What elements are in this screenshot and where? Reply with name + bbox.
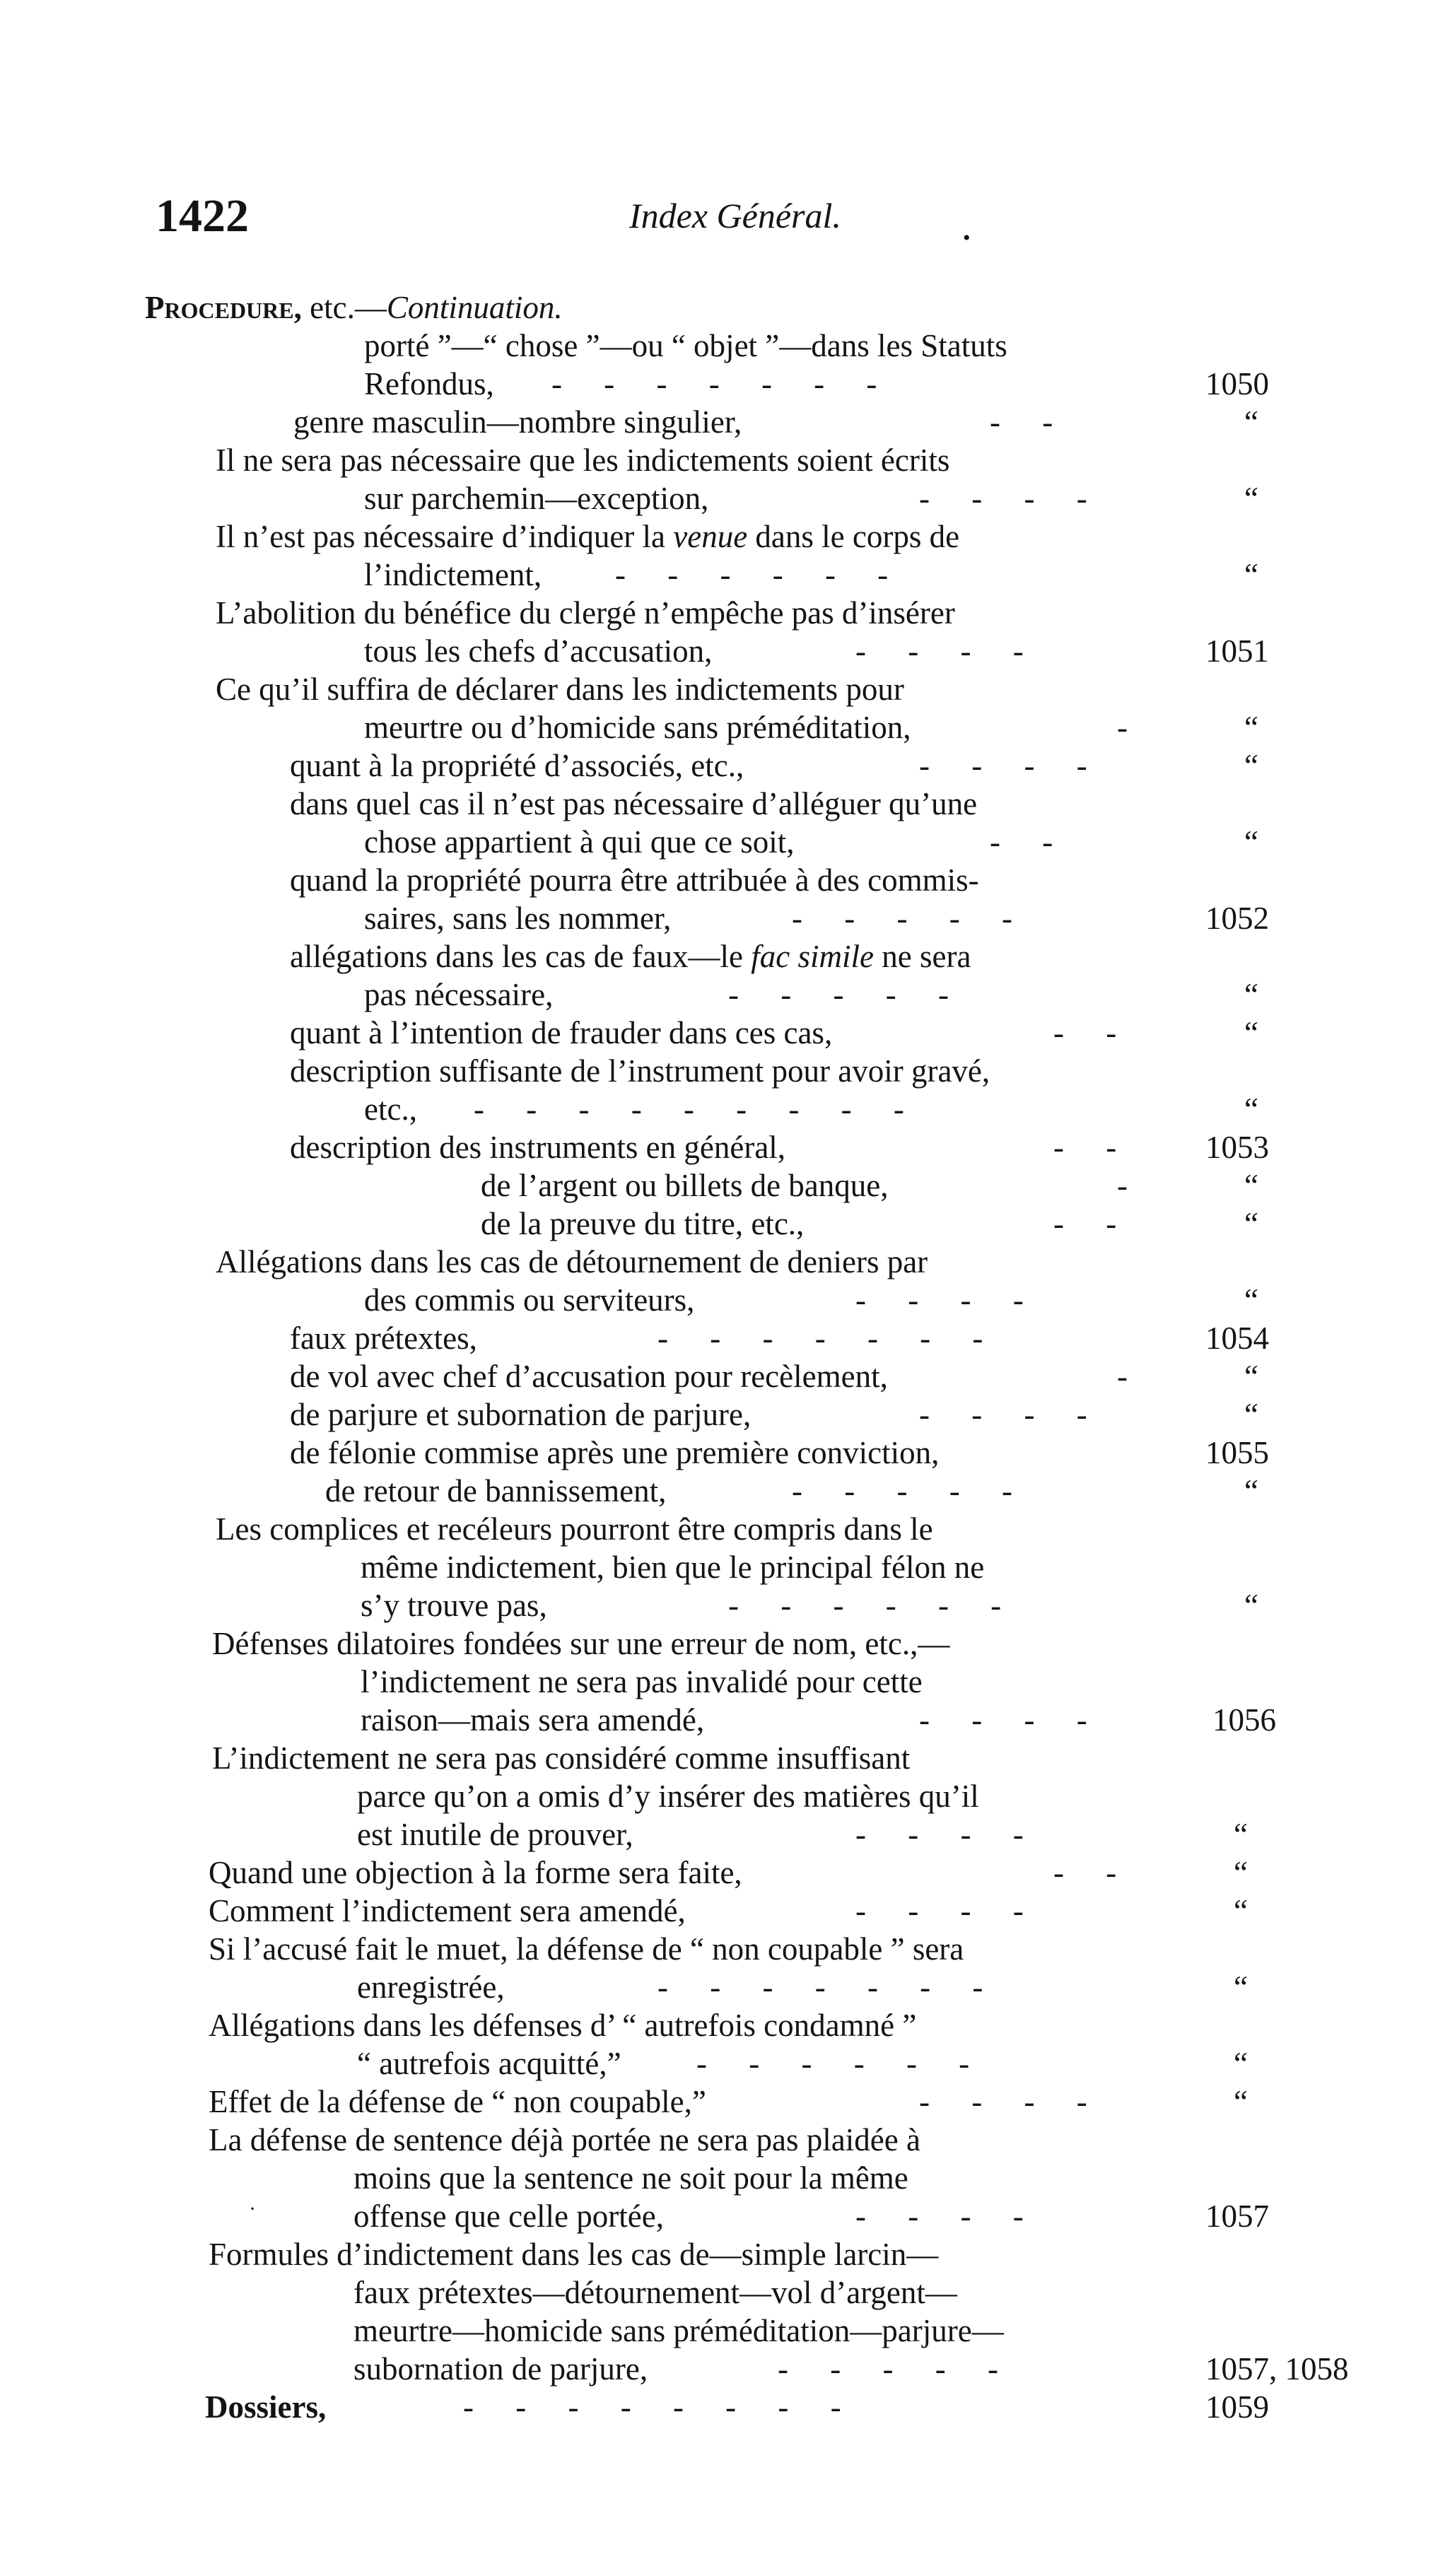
entry-text: parce qu’on a omis d’y insérer des matières qu’il xyxy=(357,1779,979,1814)
entry-text: description des instruments en général, xyxy=(290,1130,786,1165)
index-line xyxy=(0,556,1450,594)
index-line xyxy=(0,1510,1450,1548)
leader-dots: - - - - - - xyxy=(696,2046,970,2081)
print-mark-icon: • xyxy=(963,226,971,250)
entry-text: même indictement, bien que le principal félon ne xyxy=(361,1550,985,1585)
index-line xyxy=(0,823,1450,861)
index-line xyxy=(0,1624,1450,1663)
index-line xyxy=(0,785,1450,823)
page-ref: “ xyxy=(1244,1015,1258,1050)
page-ref: “ xyxy=(1244,1397,1258,1432)
entry-text: Ce qu’il suffira de déclarer dans les indictements pour xyxy=(216,672,904,707)
entry-text: offense que celle portée, xyxy=(353,2199,664,2234)
stray-mark-icon: · xyxy=(249,2197,256,2220)
entry-text: description suffisante de l’instrument pour avoir gravé, xyxy=(290,1053,990,1089)
leader-dots: - - - - xyxy=(855,1893,1024,1928)
entry-text: moins que la sentence ne soit pour la même xyxy=(353,2160,908,2196)
entry-text: genre masculin—nombre singulier, xyxy=(293,404,742,440)
entry-text: Dossiers, xyxy=(205,2389,327,2425)
running-title: Index Général. xyxy=(629,196,841,235)
page-ref: “ xyxy=(1244,977,1258,1012)
index-line xyxy=(0,1205,1450,1243)
index-line xyxy=(0,861,1450,899)
page-header xyxy=(0,189,1450,260)
leader-dots: - - xyxy=(1053,1015,1117,1050)
index-line xyxy=(0,365,1450,403)
page-ref: “ xyxy=(1234,1893,1248,1928)
entry-text: Les complices et recéleurs pourront être compris dans le xyxy=(216,1511,933,1547)
index-line xyxy=(0,594,1450,632)
leader-dots: - - - - xyxy=(919,1397,1087,1432)
leader-dots: - - - - - - xyxy=(615,557,889,592)
leader-dots: - - - - - - - xyxy=(657,1969,983,2005)
page-ref: 1054 xyxy=(1205,1321,1269,1356)
entry-text: raison—mais sera amendé, xyxy=(361,1702,705,1738)
leader-dots: - - - - - xyxy=(728,977,949,1012)
leader-dots: - - xyxy=(1053,1130,1117,1165)
index-line xyxy=(0,2159,1450,2197)
index-line xyxy=(0,1090,1450,1128)
index-line xyxy=(0,1701,1450,1739)
index-line xyxy=(0,632,1450,670)
entry-text: L’indictement ne sera pas considéré comme insuffisant xyxy=(212,1740,911,1776)
entry-text: meurtre—homicide sans préméditation—parjure— xyxy=(353,2313,1004,2348)
leader-dots: - - xyxy=(990,404,1053,440)
index-line xyxy=(0,1968,1450,2006)
entry-text: enregistrée, xyxy=(357,1969,505,2005)
index-line xyxy=(0,1434,1450,1472)
index-line xyxy=(0,976,1450,1014)
entry-text: Si l’accusé fait le muet, la défense de “ non coupable ” sera xyxy=(209,1931,964,1967)
leader-dots: - - - - xyxy=(855,2199,1024,2234)
leader-dots: - xyxy=(1117,1168,1128,1203)
entry-text: etc., xyxy=(364,1091,417,1127)
entry-text: tous les chefs d’accusation, xyxy=(364,633,713,669)
index-line xyxy=(0,1663,1450,1701)
page-ref: 1052 xyxy=(1205,901,1269,936)
page-ref: “ xyxy=(1244,824,1258,860)
entry-text: porté ”—“ chose ”—ou “ objet ”—dans les Statuts xyxy=(364,328,1007,363)
entry-text: Allégations dans les cas de détournement de deniers par xyxy=(216,1244,928,1280)
entry-text: Effet de la défense de “ non coupable,” xyxy=(209,2084,706,2119)
entry-text: L’abolition du bénéfice du clergé n’empêche pas d’insérer xyxy=(216,595,955,631)
leader-dots: - - xyxy=(1053,1206,1117,1241)
entry-text: de parjure et subornation de parjure, xyxy=(290,1397,752,1432)
index-line xyxy=(0,1854,1450,1892)
page-ref: “ xyxy=(1244,1359,1258,1394)
index-line xyxy=(0,1281,1450,1319)
leader-dots: - - - - xyxy=(919,481,1087,516)
entry-text: de la preuve du titre, etc., xyxy=(481,1206,805,1241)
page-ref: “ xyxy=(1244,1206,1258,1241)
entry-text: subornation de parjure, xyxy=(353,2351,648,2387)
page-ref: “ xyxy=(1234,2046,1248,2081)
index-line xyxy=(0,2273,1450,2312)
page-ref: “ xyxy=(1244,1473,1258,1509)
page-ref: “ xyxy=(1234,1855,1248,1890)
entry-text: saires, sans les nommer, xyxy=(364,901,672,936)
leader-dots: - - - - - - - - - xyxy=(474,1091,904,1127)
page-ref: 1057, 1058 xyxy=(1205,2351,1349,2387)
leader-dots: - - - - - xyxy=(792,1473,1012,1509)
page-ref: 1057 xyxy=(1205,2199,1269,2234)
leader-dots: - - - - - - - - xyxy=(463,2389,841,2425)
page-ref: “ xyxy=(1244,1588,1258,1623)
entry-text: sur parchemin—exception, xyxy=(364,481,709,516)
entry-text: de l’argent ou billets de banque, xyxy=(481,1168,889,1203)
index-line xyxy=(0,1357,1450,1395)
entry-text: chose appartient à qui que ce soit, xyxy=(364,824,795,860)
page-ref: “ xyxy=(1244,748,1258,783)
heading-term: Procedure, xyxy=(145,290,302,325)
entry-text: ne sera xyxy=(874,939,971,974)
index-line xyxy=(0,708,1450,747)
index-line xyxy=(0,2235,1450,2273)
index-line xyxy=(0,1586,1450,1624)
entry-text: l’indictement, xyxy=(364,557,542,592)
leader-dots: - - - - xyxy=(855,1817,1024,1852)
page-ref: 1050 xyxy=(1205,366,1269,402)
entry-text: est inutile de prouver, xyxy=(357,1817,633,1852)
page-ref: “ xyxy=(1244,557,1258,592)
index-line xyxy=(0,327,1450,365)
index-line xyxy=(0,403,1450,441)
entry-text: de retour de bannissement, xyxy=(325,1473,667,1509)
leader-dots: - xyxy=(1117,1359,1128,1394)
index-line xyxy=(0,2083,1450,2121)
entry-text: Comment l’indictement sera amendé, xyxy=(209,1893,686,1928)
leader-dots: - - - - xyxy=(855,633,1024,669)
leader-dots: - - - - - - xyxy=(728,1588,1002,1623)
index-line xyxy=(0,2197,1450,2235)
entry-text: de félonie commise après une première conviction, xyxy=(290,1435,940,1470)
index-line xyxy=(0,1052,1450,1090)
leader-dots: - - - - - xyxy=(778,2351,998,2387)
leader-dots: - - - - xyxy=(919,1702,1087,1738)
index-line xyxy=(0,937,1450,976)
index-line xyxy=(0,441,1450,479)
entry-text: quand la propriété pourra être attribuée à des commis- xyxy=(290,862,979,898)
entry-text: Refondus, xyxy=(364,366,494,402)
index-line xyxy=(0,1777,1450,1815)
index-line xyxy=(0,2312,1450,2350)
page-ref: “ xyxy=(1234,2084,1248,2119)
index-line xyxy=(0,517,1450,556)
index-line xyxy=(0,1395,1450,1434)
index-line xyxy=(0,1243,1450,1281)
entry-text: Formules d’indictement dans les cas de—simple larcin— xyxy=(209,2237,939,2272)
heading-continuation: Continuation. xyxy=(386,290,563,325)
leader-dots: - - - - xyxy=(855,1282,1024,1318)
page-ref: “ xyxy=(1244,710,1258,745)
index-line xyxy=(0,2388,1450,2426)
index-line xyxy=(0,2121,1450,2159)
index-line xyxy=(0,1319,1450,1357)
index-line xyxy=(0,1472,1450,1510)
entry-text: faux prétextes—détournement—vol d’argent— xyxy=(353,2275,957,2310)
leader-dots: - - - - xyxy=(919,748,1087,783)
index-line xyxy=(0,2044,1450,2083)
heading-etc: etc.— xyxy=(301,290,387,325)
entry-text: dans le corps de xyxy=(747,519,960,554)
leader-dots: - - xyxy=(990,824,1053,860)
entry-text: La défense de sentence déjà portée ne sera pas plaidée à xyxy=(209,2122,920,2158)
entry-text: Allégations dans les défenses d’ “ autrefois condamné ” xyxy=(209,2008,917,2043)
leader-dots: - xyxy=(1117,710,1128,745)
index-line xyxy=(0,670,1450,708)
entry-text: s’y trouve pas, xyxy=(361,1588,547,1623)
page-ref: “ xyxy=(1234,1969,1248,2005)
page-ref: 1053 xyxy=(1205,1130,1269,1165)
index-line xyxy=(0,1739,1450,1777)
entry-text: Il ne sera pas nécessaire que les indictements soient écrits xyxy=(216,443,950,478)
page-ref: 1051 xyxy=(1205,633,1269,669)
page-ref: “ xyxy=(1244,1168,1258,1203)
entry-text-italic: fac simile xyxy=(751,939,874,974)
entry-text: des commis ou serviteurs, xyxy=(364,1282,695,1318)
entry-text: meurtre ou d’homicide sans préméditation, xyxy=(364,710,911,745)
page-ref: “ xyxy=(1244,404,1258,440)
page-ref: “ xyxy=(1244,1282,1258,1318)
index-line xyxy=(0,1815,1450,1854)
leader-dots: - - - - xyxy=(919,2084,1087,2119)
index-line xyxy=(0,1128,1450,1166)
entry-text: l’indictement ne sera pas invalidé pour cette xyxy=(361,1664,923,1699)
index-line xyxy=(0,747,1450,785)
index-line xyxy=(0,2350,1450,2388)
page-ref: “ xyxy=(1234,1817,1248,1852)
leader-dots: - - xyxy=(1053,1855,1117,1890)
index-line xyxy=(0,1166,1450,1205)
index-heading xyxy=(0,288,1450,327)
entry-text: Il n’est pas nécessaire d’indiquer la xyxy=(216,519,674,554)
index-line xyxy=(0,2006,1450,2044)
page-number: 1422 xyxy=(156,190,249,242)
leader-dots: - - - - - - - xyxy=(551,366,877,402)
leader-dots: - - - - - - - xyxy=(657,1321,983,1356)
entry-text: Quand une objection à la forme sera faite, xyxy=(209,1855,742,1890)
index-line xyxy=(0,899,1450,937)
entry-text: “ autrefois acquitté,” xyxy=(357,2046,621,2081)
index-line xyxy=(0,479,1450,517)
index-line xyxy=(0,1014,1450,1052)
page-ref: “ xyxy=(1244,481,1258,516)
entry-text: allégations dans les cas de faux—le xyxy=(290,939,752,974)
entry-text: quant à l’intention de frauder dans ces cas, xyxy=(290,1015,833,1050)
entry-text: Défenses dilatoires fondées sur une erreur de nom, etc.,— xyxy=(212,1626,950,1661)
page-ref: “ xyxy=(1244,1091,1258,1127)
entry-text: pas nécessaire, xyxy=(364,977,554,1012)
page-ref: 1055 xyxy=(1205,1435,1269,1470)
entry-text: dans quel cas il n’est pas nécessaire d’alléguer qu’une xyxy=(290,786,978,821)
entry-text: de vol avec chef d’accusation pour recèlement, xyxy=(290,1359,888,1394)
index-line xyxy=(0,1930,1450,1968)
page-ref: 1059 xyxy=(1205,2389,1269,2425)
entry-text-italic: venue xyxy=(673,519,748,554)
index-line xyxy=(0,1892,1450,1930)
leader-dots: - - - - - xyxy=(792,901,1012,936)
entry-text: quant à la propriété d’associés, etc., xyxy=(290,748,744,783)
entry-text: faux prétextes, xyxy=(290,1321,477,1356)
page-ref: 1056 xyxy=(1212,1702,1276,1738)
index-line xyxy=(0,1548,1450,1586)
